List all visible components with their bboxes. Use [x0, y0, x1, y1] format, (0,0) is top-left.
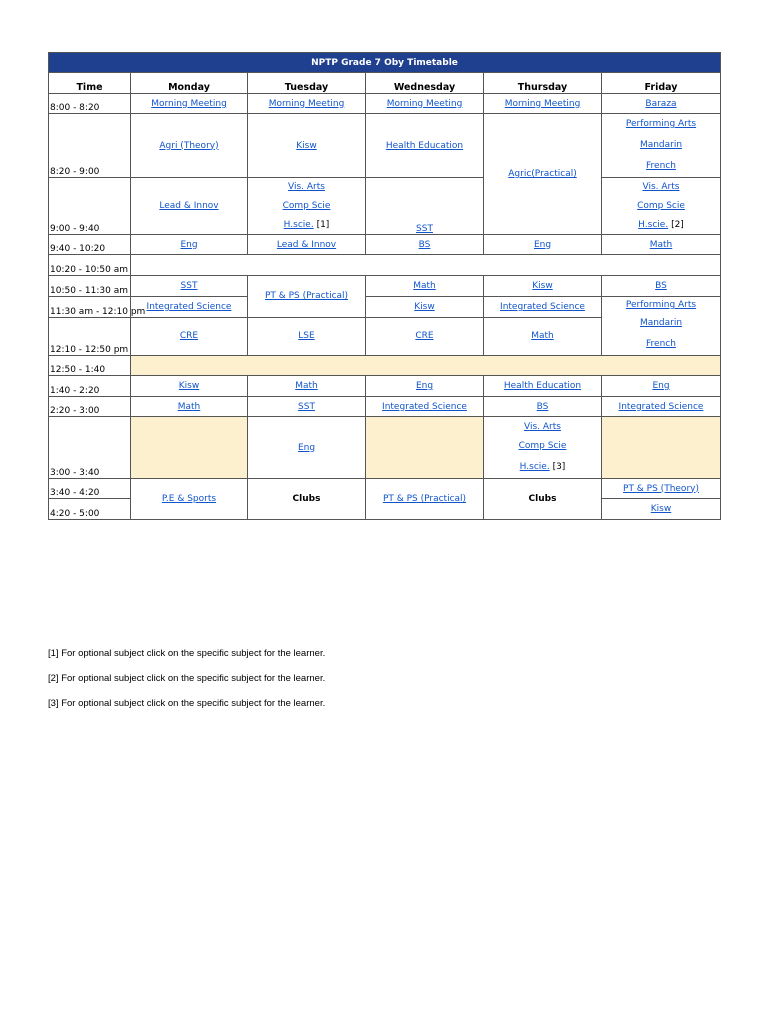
header-tuesday: Tuesday [248, 73, 366, 94]
subject-link[interactable]: PT & PS (Practical) [382, 494, 467, 504]
subject-link[interactable]: Morning Meeting [504, 98, 581, 109]
subject-link[interactable]: Comp Scie [282, 201, 331, 211]
footnote-ref: [3] [552, 461, 566, 472]
footnote-2: [2] For optional subject click on the specific subject for the learner. [48, 673, 326, 684]
subject-link[interactable]: Kisw [296, 140, 317, 151]
subject-link[interactable]: Health Education [385, 140, 464, 151]
subject-link[interactable]: PT & PS (Theory) [623, 483, 699, 494]
subject-link[interactable]: Lead & Innov [276, 239, 337, 250]
subject-link[interactable]: H.scie. [638, 220, 669, 230]
time-slot: 12:10 - 12:50 pm [49, 317, 131, 355]
subject-link[interactable]: Mandarin [639, 140, 683, 150]
subject-link[interactable]: Morning Meeting [268, 98, 345, 109]
time-slot: 2:20 - 3:00 [49, 397, 131, 417]
time-slot: 10:20 - 10:50 am [49, 255, 131, 276]
footnote-3: [3] For optional subject click on the specific subject for the learner. [48, 698, 326, 709]
subject-link[interactable]: Vis. Arts [642, 182, 680, 192]
subject-link[interactable]: Health Education [503, 381, 582, 391]
subject-link[interactable]: CRE [415, 331, 434, 342]
empty-slot [131, 417, 248, 479]
subject-link[interactable]: SST [298, 401, 315, 412]
footnote-ref: [1] [316, 220, 330, 230]
subject-link[interactable]: Eng [415, 381, 434, 391]
time-slot: 4:20 - 5:00 [49, 499, 131, 520]
subject-link[interactable]: Integrated Science [146, 301, 232, 312]
subject-link[interactable]: Eng [180, 239, 198, 250]
subject-link[interactable]: Kisw [532, 281, 553, 291]
subject-link[interactable]: H.scie. [519, 461, 550, 472]
subject-link[interactable]: Integrated Science [500, 301, 585, 312]
time-slot: 3:00 - 3:40 [49, 417, 131, 479]
time-slot: 11:30 am - 12:10 pm [49, 297, 131, 318]
subject-link[interactable]: Agric(Practical) [508, 169, 577, 179]
subject-link[interactable]: BS [655, 281, 667, 291]
subject-link[interactable]: Kisw [414, 301, 435, 312]
subject-link[interactable]: BS [418, 239, 431, 250]
subject-link[interactable]: CRE [179, 331, 199, 342]
subject-link[interactable]: French [646, 161, 676, 171]
header-wednesday: Wednesday [366, 73, 484, 94]
time-slot: 3:40 - 4:20 [49, 479, 131, 499]
subject-link[interactable]: SST [180, 281, 198, 291]
time-slot: 8:00 - 8:20 [49, 94, 131, 114]
subject-link[interactable]: Eng [297, 442, 316, 453]
subject-link[interactable]: Comp Scie [518, 440, 567, 451]
subject-link[interactable]: LSE [298, 331, 315, 342]
time-slot: 8:20 - 9:00 [49, 114, 131, 178]
lunch-break-cell [131, 356, 721, 376]
subject-link[interactable]: Baraza [645, 98, 677, 109]
empty-slot [366, 417, 484, 479]
subject-link[interactable]: Vis. Arts [524, 421, 561, 432]
time-slot: 10:50 - 11:30 am [49, 276, 131, 297]
subject-link[interactable]: Comp Scie [637, 201, 685, 211]
subject-link[interactable]: Morning Meeting [386, 98, 463, 109]
subject-link[interactable]: Math [295, 381, 318, 391]
clubs-label: Clubs [248, 479, 366, 520]
time-slot: 12:50 - 1:40 [49, 356, 131, 376]
footnotes [48, 641, 325, 716]
subject-link[interactable]: Kisw [178, 381, 200, 391]
footnote-ref: [2] [671, 220, 684, 230]
timetable-title: NPTP Grade 7 Oby Timetable [49, 53, 721, 73]
header-monday: Monday [131, 73, 248, 94]
subject-link[interactable]: Mandarin [639, 318, 683, 328]
subject-link[interactable]: Math [531, 331, 554, 342]
empty-slot [602, 417, 721, 479]
header-thursday: Thursday [484, 73, 602, 94]
break-cell [131, 255, 721, 276]
subject-link[interactable]: Math [649, 239, 673, 250]
subject-link[interactable]: Eng [652, 381, 670, 391]
footnote-1: [1] For optional subject click on the specific subject for the learner. [48, 648, 326, 659]
subject-link[interactable]: French [646, 339, 676, 349]
subject-link[interactable]: PT & PS (Practical) [264, 291, 349, 302]
subject-link[interactable]: Agri (Theory) [159, 140, 219, 151]
subject-link[interactable]: Eng [533, 239, 552, 250]
subject-link[interactable]: Math [177, 401, 201, 412]
time-slot: 1:40 - 2:20 [49, 376, 131, 397]
header-time: Time [49, 73, 131, 94]
time-slot: 9:00 - 9:40 [49, 178, 131, 235]
clubs-label: Clubs [484, 479, 602, 520]
subject-link[interactable]: Morning Meeting [151, 98, 227, 109]
subject-link[interactable]: SST [416, 224, 433, 234]
timetable [48, 52, 721, 520]
subject-link[interactable]: Integrated Science [382, 401, 467, 412]
subject-link[interactable]: Kisw [650, 504, 672, 514]
subject-link[interactable]: Performing Arts [625, 300, 697, 310]
subject-link[interactable]: Math [413, 281, 436, 291]
subject-link[interactable]: H.scie. [283, 220, 314, 230]
subject-link[interactable]: P.E & Sports [161, 494, 217, 504]
header-friday: Friday [602, 73, 721, 94]
subject-link[interactable]: Performing Arts [625, 119, 697, 129]
time-slot: 9:40 - 10:20 [49, 235, 131, 255]
subject-link[interactable]: Vis. Arts [288, 182, 325, 192]
subject-link[interactable]: Integrated Science [618, 401, 704, 412]
subject-link[interactable]: BS [536, 401, 549, 412]
subject-link[interactable]: Lead & Innov [159, 201, 219, 211]
